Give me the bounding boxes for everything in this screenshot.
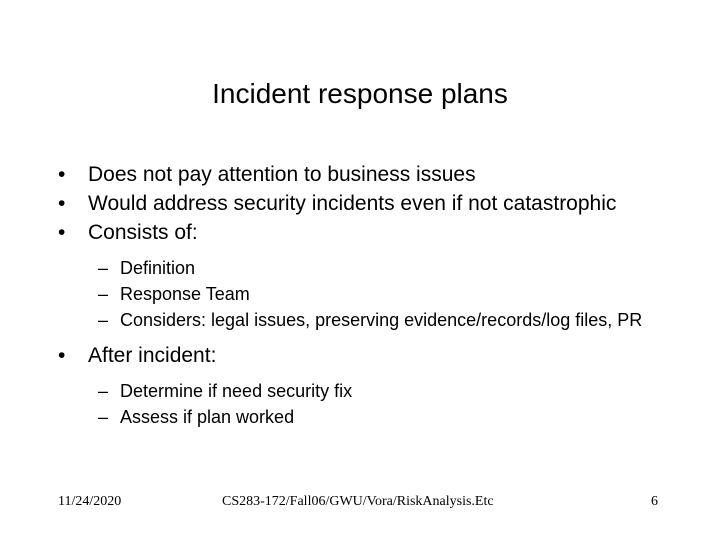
bullet-marker: • <box>58 221 66 244</box>
slide-title: Incident response plans <box>212 78 508 109</box>
bullet-item <box>58 218 668 247</box>
sub-bullet-marker: – <box>98 258 109 278</box>
sub-bullet-marker: – <box>98 407 109 427</box>
bullet-item <box>58 160 668 189</box>
sub-bullet-text: Response Team <box>120 284 250 304</box>
sub-bullet-text: Definition <box>120 258 196 278</box>
sub-bullet-item <box>58 307 668 333</box>
bullet-text: After incident: <box>88 344 217 367</box>
sub-bullet-text: Considers: legal issues, preserving evidence/records/log files, PR <box>120 310 643 330</box>
sub-bullet-item <box>58 255 668 281</box>
bullet-text: Does not pay attention to business issues <box>88 163 476 186</box>
sub-bullet-text: Assess if plan worked <box>120 407 295 427</box>
sub-bullet-marker: – <box>98 284 109 304</box>
bullet-text: Consists of: <box>88 221 198 244</box>
bullet-text: Would address security incidents even if not catastrophic <box>88 192 617 215</box>
bullet-marker: • <box>58 192 66 215</box>
sub-bullet-item <box>58 378 668 404</box>
footer-course: CS283-172/Fall06/GWU/Vora/RiskAnalysis.Etc <box>222 494 494 509</box>
footer-page-number: 6 <box>651 494 658 509</box>
bullet-marker: • <box>58 344 66 367</box>
bullet-item <box>58 341 668 370</box>
sub-bullet-item <box>58 281 668 307</box>
footer-date: 11/24/2020 <box>58 494 122 509</box>
sub-bullet-item <box>58 404 668 430</box>
bullet-item <box>58 189 668 218</box>
bullet-marker: • <box>58 163 66 186</box>
sub-bullet-text: Determine if need security fix <box>120 381 353 401</box>
sub-bullet-marker: – <box>98 310 109 330</box>
sub-bullet-marker: – <box>98 381 109 401</box>
bullet-list <box>58 160 668 430</box>
